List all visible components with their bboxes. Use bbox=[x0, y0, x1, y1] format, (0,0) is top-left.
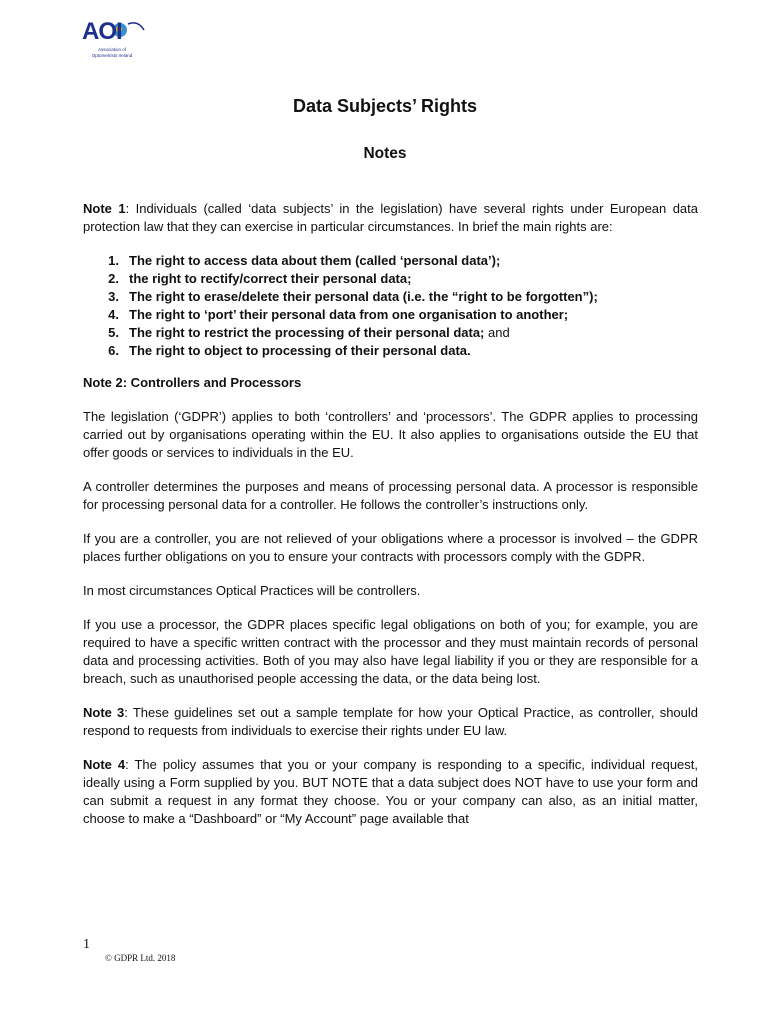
note1-paragraph bbox=[83, 200, 698, 236]
note4-paragraph bbox=[83, 756, 698, 828]
rights-item-number: 3. bbox=[108, 289, 119, 304]
note3-text: : These guidelines set out a sample template for how your Optical Practice, as controller, should respond to requests from individuals to exercise their rights under EU law. bbox=[83, 705, 698, 738]
rights-item-number: 6. bbox=[108, 343, 119, 358]
note3-paragraph bbox=[83, 704, 698, 740]
rights-item-text: The right to object to processing of their personal data. bbox=[129, 343, 471, 358]
rights-list-item bbox=[83, 342, 698, 360]
note1-label: Note 1 bbox=[83, 201, 126, 216]
rights-list-item bbox=[83, 324, 698, 342]
logo-acronym: AOI bbox=[82, 18, 122, 45]
note2-heading-text: : Controllers and Processors bbox=[122, 375, 302, 390]
note4-text: : The policy assumes that you or your company is responding to a specific, individual request, ideally using a Form supplied by you. BUT NOTE that a data subject does NOT have to use your form and can submit a request in any format they choose. You or your company can also, as an initial matter, choose to make a “Dashboard” or “My Account” page available that bbox=[83, 757, 699, 826]
note2-paragraph-4: In most circumstances Optical Practices will be controllers. bbox=[83, 583, 421, 598]
rights-list-item bbox=[83, 306, 698, 324]
rights-item-number: 5. bbox=[108, 325, 119, 340]
rights-item-text: the right to rectify/correct their personal data; bbox=[129, 271, 412, 286]
copyright-notice: © GDPR Ltd. 2018 bbox=[105, 953, 176, 963]
rights-list-item bbox=[83, 270, 698, 288]
note4-label: Note 4 bbox=[83, 757, 126, 772]
rights-item-number: 4. bbox=[108, 307, 119, 322]
note3-label: Note 3 bbox=[83, 705, 125, 720]
document-subtitle: Notes bbox=[363, 145, 407, 162]
note2-heading bbox=[83, 374, 698, 392]
document-title: Data Subjects’ Rights bbox=[292, 96, 478, 116]
rights-item-text: The right to ‘port’ their personal data from one organisation to another; bbox=[129, 307, 569, 322]
aoi-logo bbox=[82, 18, 152, 64]
rights-item-text: The right to restrict the processing of their personal data; and bbox=[129, 325, 510, 340]
rights-list-item bbox=[83, 252, 698, 270]
rights-item-text: The right to access data about them (called ‘personal data’); bbox=[129, 253, 501, 268]
rights-item-text: The right to erase/delete their personal data (i.e. the “right to be forgotten”); bbox=[129, 289, 598, 304]
rights-item-number: 1. bbox=[108, 253, 119, 268]
note2-paragraph-2: A controller determines the purposes and means of processing personal data. A processor is responsible for processing personal data for a controller. He follows the controller’s instructions only. bbox=[83, 479, 698, 512]
note2-paragraph-3: If you are a controller, you are not relieved of your obligations where a processor is involved – the GDPR places further obligations on you to ensure your contracts with processors comply with the GDPR. bbox=[83, 531, 698, 564]
note2-label: Note 2 bbox=[83, 375, 123, 390]
logo-subtitle-line2: Optometrists Ireland bbox=[91, 53, 133, 58]
document-body bbox=[83, 200, 698, 844]
rights-list bbox=[83, 252, 698, 360]
note1-text: : Individuals (called ‘data subjects’ in the legislation) have several rights under European data protection law that they can exercise in particular circumstances. In brief the main rights are: bbox=[83, 201, 698, 234]
page-number: 1 bbox=[83, 937, 90, 952]
note2-paragraph-1: The legislation (‘GDPR’) applies to both ‘controllers’ and ‘processors’. The GDPR applies to processing carried out by organisations operating within the EU. It also applies to organisations outside the EU that offer goods or services to individuals in the EU. bbox=[83, 409, 698, 460]
logo-subtitle-line1: Association of bbox=[97, 47, 126, 52]
rights-item-number: 2. bbox=[108, 271, 119, 286]
note2-paragraph-5: If you use a processor, the GDPR places specific legal obligations on both of you; for example, you are required to have a specific written contract with the processor and they must maintain records of personal data and processing activities. Both of you may also have legal liability if you or they are responsible for a breach, such as unauthorised people accessing the data, or the data being lost. bbox=[83, 617, 698, 686]
rights-list-item bbox=[83, 288, 698, 306]
